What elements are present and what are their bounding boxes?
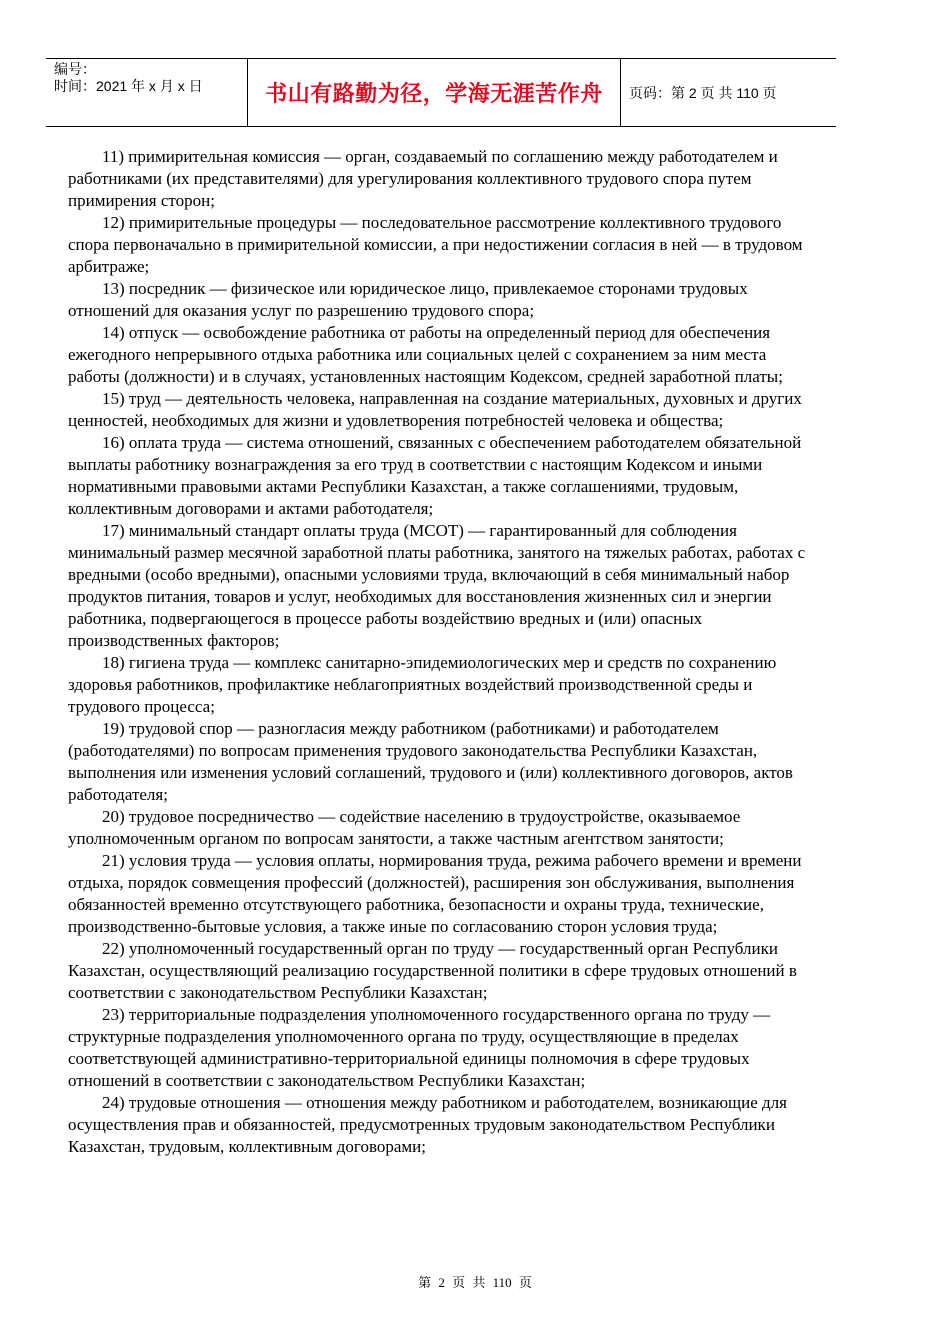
document-time-label: 时间：2021 年 x 月 x 日 xyxy=(54,78,203,94)
page-footer: 第 2 页 共 110 页 xyxy=(418,1275,532,1290)
document-number-label: 编号： xyxy=(54,61,96,77)
paragraph-12: 12) примирительные процедуры — последовательное рассмотрение коллективного трудового спора первоначально в примирительной комиссии, а при недостижении согласия в ней — в трудовом арбитраже; xyxy=(68,213,803,276)
paragraph-11: 11) примирительная комиссия — орган, создаваемый по соглашению между работодателем и работниками (их представителями) для урегулирования коллективного трудового спора путем примирения сторон; xyxy=(68,147,778,210)
paragraph-14: 14) отпуск — освобождение работника от работы на определенный период для обеспечения ежегодного непрерывного отдыха работника или социальных целей с сохранением за ним места работы (должности) и в случаях, установленных настоящим Кодексом, средней заработной платы; xyxy=(68,323,783,386)
header-meta xyxy=(46,59,248,126)
page-header xyxy=(46,58,836,127)
paragraph-21: 21) условия труда — условия оплаты, нормирования труда, режима рабочего времени и времени отдыха, порядок совмещения профессий (должностей), расширения зон обслуживания, выполнения обязанностей временно отсутствующего работника, безопасности и охраны труда, технические, производственно-бытовые условия, а также иные по согласованию сторон условия труда; xyxy=(68,851,802,936)
paragraph-19: 19) трудовой спор — разногласия между работником (работниками) и работодателем (работодателями) по вопросам применения трудового законодательства Республики Казахстан, выполнения или изменения условий соглашений, трудового и (или) коллективного договоров, актов работодателя; xyxy=(68,719,793,804)
paragraph-15: 15) труд — деятельность человека, направленная на создание материальных, духовных и других ценностей, необходимых для жизни и удовлетворения потребностей человека и общества; xyxy=(68,389,802,430)
header-page-info: 页码：第 2 页 共 110 页 xyxy=(629,84,777,101)
paragraph-24: 24) трудовые отношения — отношения между работником и работодателем, возникающие для осуществления прав и обязанностей, предусмотренных трудовым законодательством Республики Казахстан, трудовым, коллективным договорами; xyxy=(68,1093,787,1156)
paragraph-13: 13) посредник — физическое или юридическое лицо, привлекаемое сторонами трудовых отношений для оказания услуг по разрешению трудового спора; xyxy=(68,279,748,320)
document-body xyxy=(68,146,818,1158)
paragraph-22: 22) уполномоченный государственный орган по труду — государственный орган Республики Казахстан, осуществляющий реализацию государственной политики в сфере трудовых отношений в соответствии с законодательством Республики Казахстан; xyxy=(68,939,797,1002)
paragraph-18: 18) гигиена труда — комплекс санитарно-эпидемиологических мер и средств по сохранению здоровья работников, профилактике неблагоприятных воздействий производственной среды и трудового процесса; xyxy=(68,653,777,716)
paragraph-17: 17) минимальный стандарт оплаты труда (МСОТ) — гарантированный для соблюдения минимальный размер месячной заработной платы работника, занятого на тяжелых работах, работах с вредными (особо вредными), опасными условиями труда, включающий в себя минимальный набор продуктов питания, товаров и услуг, необходимых для восстановления жизненных сил и энергии работника, подвергающегося в процессе работы воздействию вредных и (или) опасных производственных факторов; xyxy=(68,521,806,650)
paragraph-16: 16) оплата труда — система отношений, связанных с обеспечением работодателем обязательной выплаты работнику вознаграждения за его труд в соответствии с настоящим Кодексом и иными нормативными правовыми актами Республики Казахстан, а также соглашениями, трудовым, коллективным договорами и актами работодателя; xyxy=(68,433,802,518)
paragraph-20: 20) трудовое посредничество — содействие населению в трудоустройстве, оказываемое уполномоченным органом по вопросам занятости, а также частным агентством занятости; xyxy=(68,807,741,848)
paragraph-23: 23) территориальные подразделения уполномоченного государственного органа по труду — структурные подразделения уполномоченного органа по труду, осуществляющие в пределах соответствующей административно-территориальной единицы полномочия в сфере трудовых отношений в соответствии с законодательством Республики Казахстан; xyxy=(68,1005,771,1090)
header-motto: 书山有路勤为径，学海无涯苦作舟 xyxy=(248,59,621,126)
